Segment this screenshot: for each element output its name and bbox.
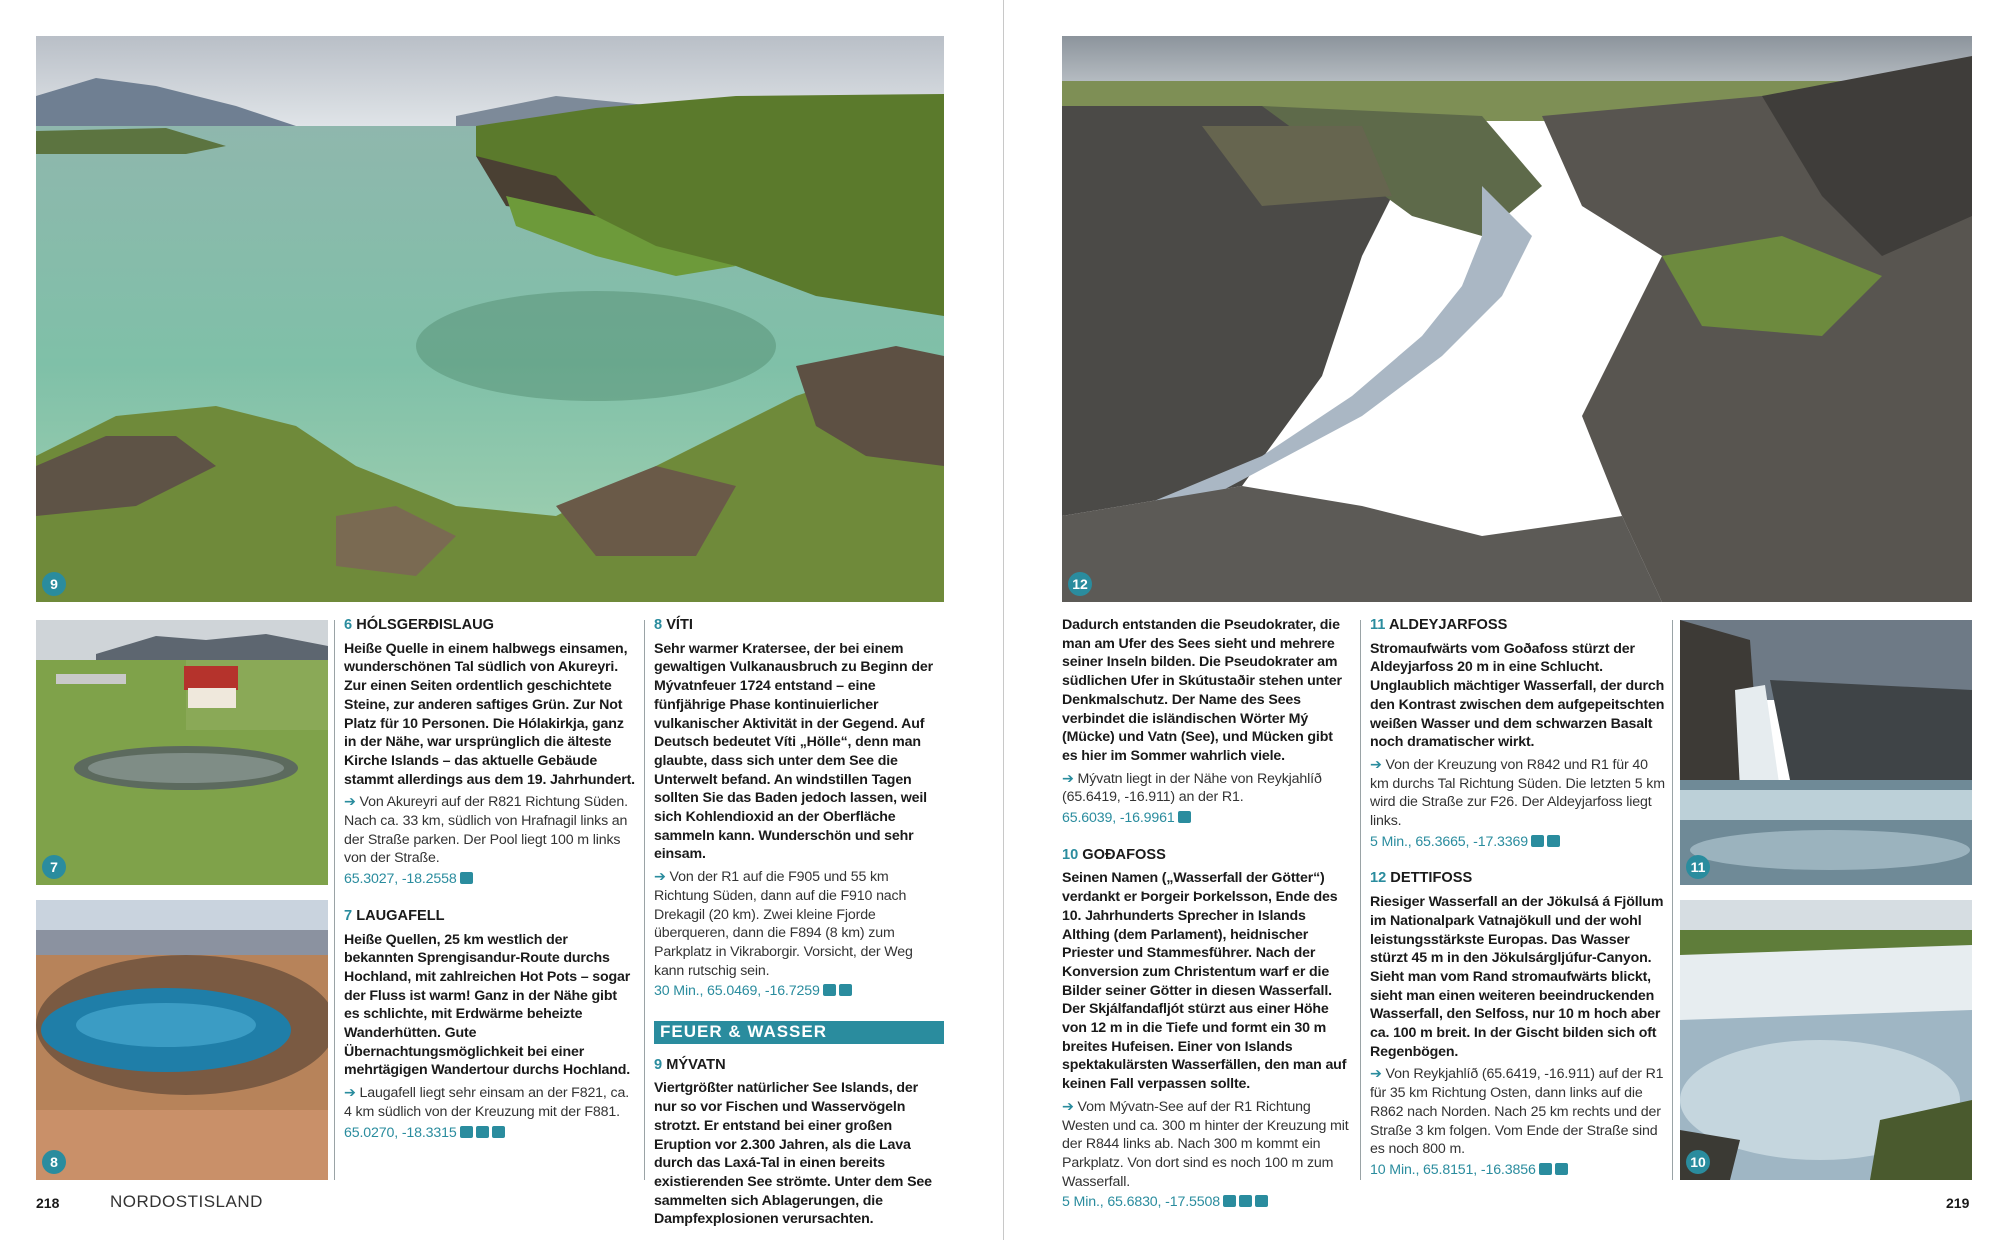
- entry-directions: Laugafell liegt sehr einsam an der F821, ca. 4 km südlich von der Kreuzung mit der F881.: [344, 1085, 629, 1120]
- entry-godafoss: 10 GOÐAFOSS Seinen Namen („Wasserfall der Götter“) verdankt er Þorgeir Þorkelsson, Ende des 10. Jahrhunderts Sprecher in Islands Althing (dem Parlament), heidnischer Priester und Stammesführer. Nach der Konversion zum Christentum warf er die Bilder seiner Götter in diesen Wasserfall. Der Skjálfandafljót stürzt aus einer Höhe von 12 m in die Tiefe und formt ein 30 m breites Hufeisen. Einer von Islands spektakulärsten Wasserfällen, den man auf keinen Fall verpassen sollte. ➔ Vom Mývatn-See auf der R1 Richtung Westen und ca. 300 m hinter der Kreuzung mit der R844 links ab. Nach 300 m kommt ein Parkplatz. Von dort sind es noch 100 m zum Wasserfall. 5 Min., 65.6830, -17.5508: [1062, 846, 1352, 1212]
- column-divider: [644, 620, 645, 1180]
- entry-myvatn: 9 MÝVATN Viertgrößter natürlicher See Islands, der nur so vor Fischen und Wasservögeln strotzt. Er entstand bei einer großen Eruption vor 2.300 Jahren, als die Lava durch das Laxá-Tal in einen bereits existierenden See strömte. Unter dem See sammelten sich Ablagerungen, die Dampfexplosionen verursachten.: [654, 1056, 944, 1229]
- column-divider: [1672, 620, 1673, 1180]
- arrow-right-icon: ➔: [1062, 1098, 1074, 1115]
- landscape-icon: [1555, 1163, 1568, 1175]
- entry-title: GOÐAFOSS: [1082, 846, 1166, 863]
- walking-icon: [1539, 1163, 1552, 1175]
- arrow-right-icon: ➔: [1370, 1066, 1382, 1083]
- text-column-left-a: [344, 616, 636, 1142]
- entry-title: VÍTI: [666, 617, 693, 633]
- entry-holsgerdislaug: 6 HÓLSGERÐISLAUG Heiße Quelle in einem halbwegs einsamen, wunderschönen Tal südlich von Akureyri. Zur einen Seiten ordentlich geschichtete Steine, zur anderen saftiges Grün. Zur Not Platz für 10 Personen. Die Hólakirkja, ganz in der Nähe, war ursprünglich die älteste Kirche Islands – das aktuelle Gebäude stammt allerdings aus dem 19. Jahrhundert. ➔ Von Akureyri auf der R821 Richtung Süden. Nach ca. 33 km, südlich von Hrafnagil links an der Straße parken. Der Pool liegt 100 m links von der Straße. 65.3027, -18.2558: [344, 617, 635, 888]
- arrow-right-icon: ➔: [1062, 770, 1074, 787]
- entry-coordinates: 10 Min., 65.8151, -16.3856: [1370, 1161, 1536, 1178]
- camera-icon: [1255, 1195, 1268, 1207]
- swimming-icon: [460, 872, 473, 884]
- car-icon: [1178, 811, 1191, 823]
- section-name-footer: NORDOSTISLAND: [110, 1192, 263, 1211]
- photo-number-badge: 12: [1068, 572, 1092, 596]
- photo-number-badge: 7: [42, 855, 66, 879]
- arrow-right-icon: ➔: [654, 869, 666, 886]
- entry-coordinates: 5 Min., 65.6830, -17.5508: [1062, 1194, 1220, 1211]
- arrow-right-icon: ➔: [344, 794, 356, 811]
- swimming-icon: [460, 1126, 473, 1138]
- entry-body: Dadurch entstanden die Pseudokrater, die man am Ufer des Sees sieht und mehrere seiner Inseln bilden. Die Pseudokrater am südlichen Ufer in Skútustaðir stehen unter Denkmalschutz. Der Name des Sees verbindet die isländischen Wörter Mý (Mücke) und Vatn (See), und Mücken gibt es hier im Sommer wahrlich viele.: [1062, 617, 1342, 764]
- entry-directions: Mývatn liegt in der Nähe von Reykjahlíð (65.6419, -16.911) an der R1.: [1062, 770, 1322, 806]
- entry-myvatn-continued: [1062, 616, 1352, 828]
- entry-dettifoss: 12 DETTIFOSS Riesiger Wasserfall an der Jökulsá á Fjöllum im Nationalpark Vatnajökull und der wohl leistungsstärkste Europas. Das Wasser stürzt 45 m in den Jökulsárgljúfur-Canyon. Sieht man vom Rand stromaufwärts blickt, sieht man einen weiteren beeindruckenden Wasserfall, den Selfoss, nur 10 m hoch aber ca. 100 m breit. In der Gischt bilden sich oft Regenbögen. ➔ Von Reykjahlíð (65.6419, -16.911) auf der R1 für 35 km Richtung Osten, dann links auf die R862 nach Norden. Nach 25 km rechts und der Straße 3 km folgen. Vom Ende der Straße sind es noch 800 m. 10 Min., 65.8151, -16.3856: [1370, 869, 1666, 1179]
- arrow-right-icon: ➔: [1370, 756, 1382, 773]
- entry-body: Stromaufwärts vom Goðafoss stürzt der Aldeyjarfoss 20 m in eine Schlucht. Unglaublich mächtiger Wasserfall, der durch den Kontrast zwischen dem aufgepeitschten weißen Wasser und dem schwarzen Basalt noch dramatischer wirkt.: [1370, 640, 1665, 751]
- entry-body: Sehr warmer Kratersee, der bei einem gewaltigen Vulkanausbruch zu Beginn der Mývatnfeuer 1724 entstand – eine fünfjährige Phase kontinuierlicher vulkanischer Aktivität in der Gegend. Auf Deutsch bedeutet Víti „Hölle“, denn man glaubte, dass sich unter dem See die Unterwelt befand. An windstillen Tagen sollten Sie das Baden jedoch lassen, weil sich Kohlendioxid an der Oberfläche sammeln kann. Wunderschön und sehr einsam.: [654, 640, 933, 863]
- landscape-icon: [1239, 1195, 1252, 1207]
- page-number-right: 219: [1946, 1195, 1970, 1211]
- entry-body: Riesiger Wasserfall an der Jökulsá á Fjöllum im Nationalpark Vatnajökull und der wohl leistungsstärkste Europas. Das Wasser stürzt 45 m in den Jökulsárgljúfur-Canyon. Sieht man vom Rand stromaufwärts blickt, sieht man einen weiteren beeindruckenden Wasserfall, den Selfoss, nur 10 m hoch aber ca. 100 m breit. In der Gischt bilden sich oft Regenbögen.: [1370, 894, 1664, 1060]
- entry-viti: 8 VÍTI Sehr warmer Kratersee, der bei einem gewaltigen Vulkanausbruch zu Beginn der Mývatnfeuer 1724 entstand – eine fünfjährige Phase kontinuierlicher vulkanischer Aktivität in der Gegend. Auf Deutsch bedeutet Víti „Hölle“, denn man glaubte, dass sich unter dem See die Unterwelt befand. An windstillen Tagen sollten Sie das Baden jedoch lassen, weil sich Kohlendioxid an der Oberfläche sammeln kann. Wunderschön und sehr einsam. ➔ Von der R1 auf die F905 und 55 km Richtung Süden, dann auf die F910 nach Drekagil (20 km). Zwei kleine Fjorde überqueren, dann die F894 (8 km) zum Parkplatz in Vikraborgir. Vorsicht, der Weg kann rutschig sein. 30 Min., 65.0469, -16.7259: [654, 616, 944, 1001]
- photo-aldeyjarfoss: [1680, 620, 1972, 885]
- entry-directions: Von Reykjahlíð (65.6419, -16.911) auf der R1 für 35 km Richtung Osten, dann links auf die R862 nach Norden. Nach 25 km rechts und der Straße 3 km folgen. Vom Ende der Straße sind es noch 800 m.: [1370, 1066, 1664, 1158]
- entry-coordinates: 5 Min., 65.3665, -17.3369: [1370, 833, 1528, 850]
- landscape-icon: [839, 984, 852, 996]
- landscape-icon: [1547, 835, 1560, 847]
- entry-body: Viertgrößter natürlicher See Islands, der nur so vor Fischen und Wasservögeln strotzt. Er entstand bei einer großen Eruption vor 2.300 Jahren, als die Lava durch das Laxá-Tal in einen bereits existierenden See strömte. Unter dem See sammelten sich Ablagerungen, die Dampfexplosionen verursachten.: [654, 1080, 932, 1228]
- section-heading: FEUER & WASSER: [654, 1021, 944, 1044]
- entry-body: Heiße Quellen, 25 km westlich der bekannten Sprengisandur-Route durchs Hochland, mit zahlreichen Hot Pots – sogar der Fluss ist warm! Ganz in der Nähe gibt es schlichte, mit Erdwärme beheizte Wanderhütten. Gute Übernachtungsmöglichkeit bei einer mehrtägigen Wandertour durchs Hochland.: [344, 931, 631, 1079]
- swimming-icon: [823, 984, 836, 996]
- photo-number-badge: 10: [1686, 1150, 1710, 1174]
- page-spine: [1003, 0, 1004, 1240]
- photo-number-badge: 8: [42, 1150, 66, 1174]
- entry-directions: Vom Mývatn-See auf der R1 Richtung Westen und ca. 300 m hinter der Kreuzung mit der R844 links ab. Nach 300 m kommt ein Parkplatz. Von dort sind es noch 100 m zum Wasserfall.: [1062, 1098, 1349, 1190]
- arrow-right-icon: ➔: [344, 1085, 356, 1102]
- walking-icon: [1531, 835, 1544, 847]
- photo-canyon-river: [1062, 36, 1972, 602]
- entry-title: MÝVATN: [666, 1056, 726, 1073]
- entry-body: Seinen Namen („Wasserfall der Götter“) verdankt er Þorgeir Þorkelsson, Ende des 10. Jahrhunderts Sprecher in Islands Althing (dem Parlament), heidnischer Priester und Stammesführer. Nach der Konversion zum Christentum warf er die Bilder seiner Götter in diesen Wasserfall. Der Skjálfandafljót stürzt aus einer Höhe von 12 m in die Tiefe und formt ein 30 m breites Hufeisen. Einer von Islands spektakulärsten Wasserfällen, den man auf keinen Fall verpassen sollte.: [1062, 870, 1347, 1093]
- entry-coordinates: 65.6039, -16.9961: [1062, 810, 1175, 827]
- entry-coordinates: 30 Min., 65.0469, -16.7259: [654, 983, 820, 1000]
- photo-viti-crater: [36, 900, 328, 1180]
- page-number-left: 218: [36, 1195, 60, 1211]
- entry-title: ALDEYJARFOSS: [1388, 617, 1508, 633]
- text-column-right-a: [1062, 616, 1352, 1212]
- column-divider: [1360, 620, 1361, 1180]
- entry-aldeyjarfoss: 11 ALDEYJARFOSS Stromaufwärts vom Goðafoss stürzt der Aldeyjarfoss 20 m in eine Schlucht. Unglaublich mächtiger Wasserfall, der durch den Kontrast zwischen dem aufgepeitschten weißen Wasser und dem schwarzen Basalt noch dramatischer wirkt. ➔ Von der Kreuzung von R842 und R1 für 40 km durchs Tal Richtung Süden. Die letzten 5 km wird die Straße zur F26. Der Aldeyjarfoss liegt links. 5 Min., 65.3665, -17.3369: [1370, 617, 1665, 850]
- entry-laugafell: 7 LAUGAFELL Heiße Quellen, 25 km westlich der bekannten Sprengisandur-Route durchs Hochland, mit zahlreichen Hot Pots – sogar der Fluss ist warm! Ganz in der Nähe gibt es schlichte, mit Erdwärme beheizte Wanderhütten. Gute Übernachtungsmöglichkeit bei einer mehrtägigen Wandertour durchs Hochland. ➔ Laugafell liegt sehr einsam an der F821, ca. 4 km südlich von der Kreuzung mit der F881. 65.0270, -18.3315: [344, 907, 636, 1142]
- column-divider: [334, 620, 335, 1180]
- entry-body: Heiße Quelle in einem halbwegs einsamen, wunderschönen Tal südlich von Akureyri. Zur einen Seiten ordentlich geschichtete Steine, zur anderen saftiges Grün. Zur Not Platz für 10 Personen. Die Hólakirkja, ganz in der Nähe, war ursprünglich die älteste Kirche Islands – das aktuelle Gebäude stammt allerdings aus dem 19. Jahrhundert.: [344, 640, 635, 788]
- entry-coordinates: 65.0270, -18.3315: [344, 1124, 457, 1141]
- entry-directions: Von der Kreuzung von R842 und R1 für 40 km durchs Tal Richtung Süden. Die letzten 5 km wird die Straße zur F26. Der Aldeyjarfoss liegt links.: [1370, 756, 1665, 830]
- hiking-icon: [476, 1126, 489, 1138]
- photo-laugafell-hut: [36, 620, 328, 885]
- text-column-left-b: [654, 616, 944, 1229]
- photo-number-badge: 9: [42, 572, 66, 596]
- entry-coordinates: 65.3027, -18.2558: [344, 871, 457, 888]
- entry-title: HÓLSGERÐISLAUG: [356, 617, 495, 633]
- photo-myvatn-lake: [36, 36, 944, 602]
- text-column-right-b: [1370, 616, 1666, 1180]
- entry-title: DETTIFOSS: [1390, 870, 1473, 887]
- landscape-icon: [492, 1126, 505, 1138]
- entry-directions: Von der R1 auf die F905 und 55 km Richtung Süden, dann auf die F910 nach Drekagil (20 km). Zwei kleine Fjorde überqueren, dann die F894 (8 km) zum Parkplatz in Vikraborgir. Vorsicht, der Weg kann rutschig sein.: [654, 869, 913, 979]
- photo-godafoss: [1680, 900, 1972, 1180]
- photo-number-badge: 11: [1686, 855, 1710, 879]
- entry-directions: Von Akureyri auf der R821 Richtung Süden. Nach ca. 33 km, südlich von Hrafnagil links an der Straße parken. Der Pool liegt 100 m links von der Straße.: [344, 794, 628, 867]
- walking-icon: [1223, 1195, 1236, 1207]
- entry-title: LAUGAFELL: [356, 907, 445, 924]
